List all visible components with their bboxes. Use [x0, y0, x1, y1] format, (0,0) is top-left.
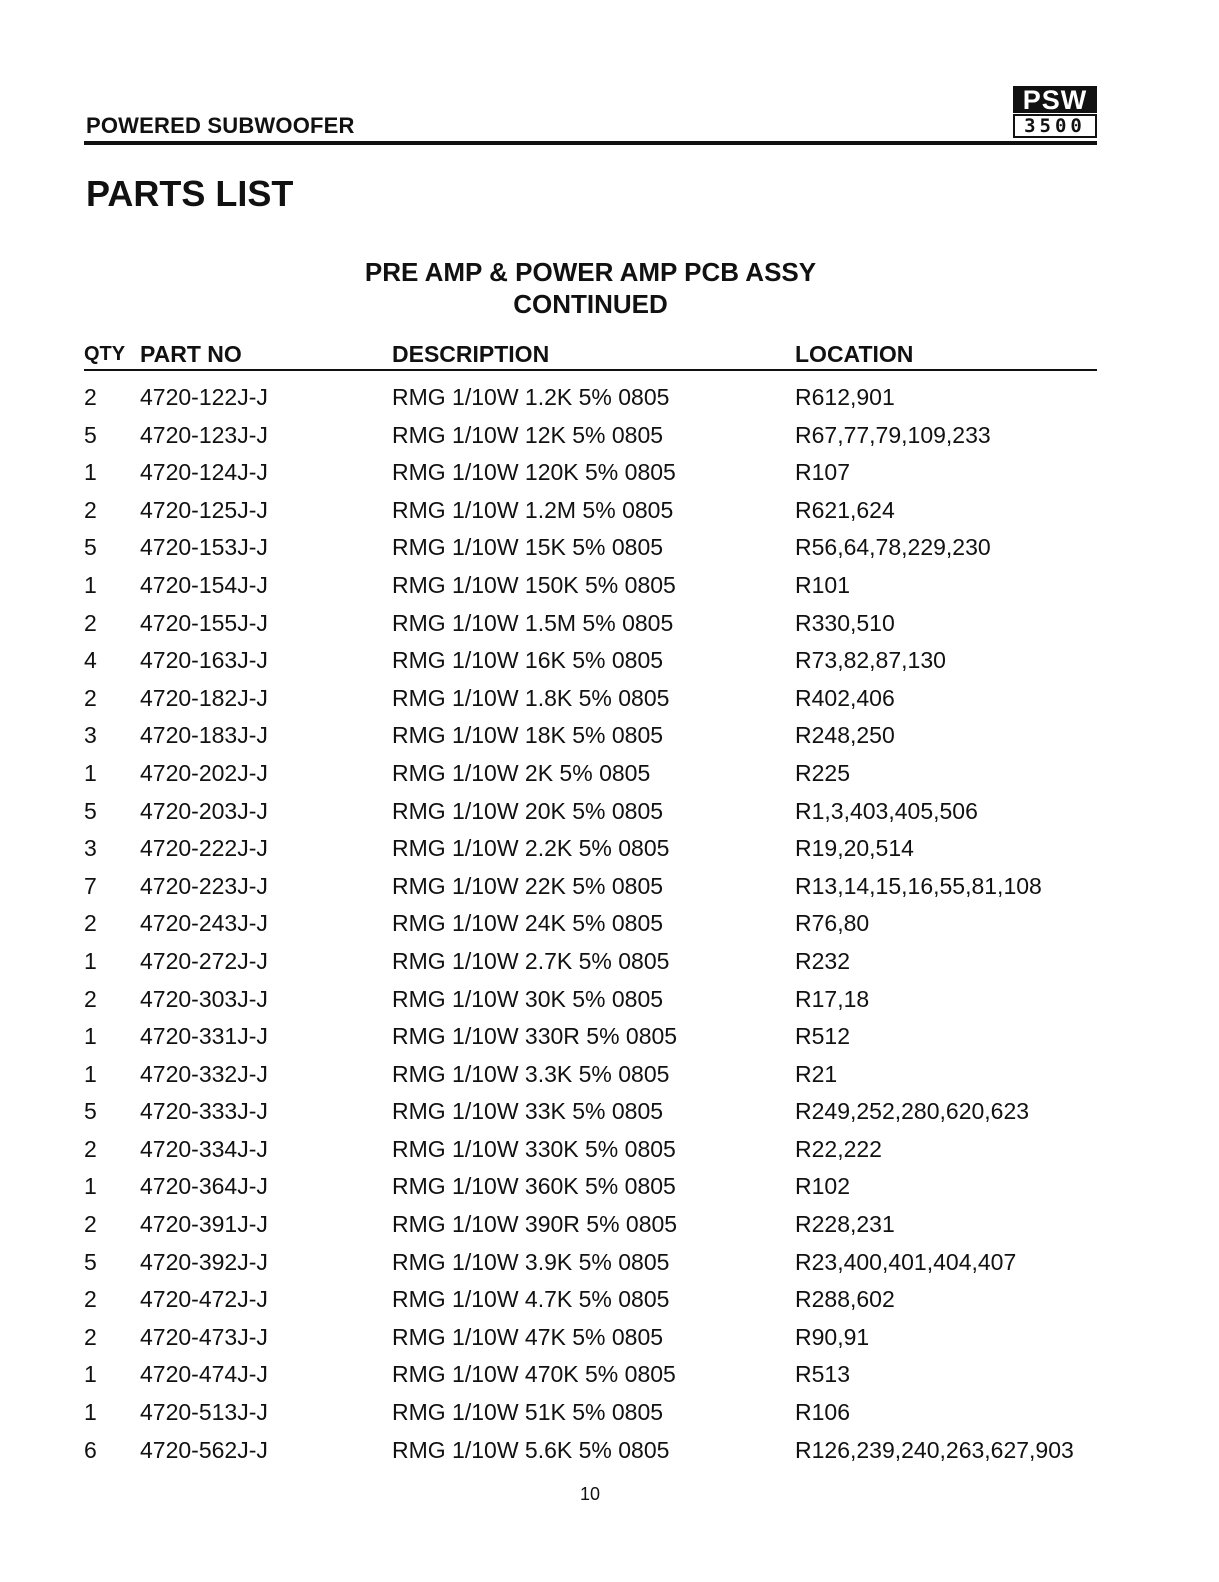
description-cell: RMG 1/10W 2K 5% 0805 — [392, 759, 651, 786]
part-no-cell: 4720-364J-J — [140, 1173, 268, 1200]
description-cell: RMG 1/10W 51K 5% 0805 — [392, 1399, 664, 1426]
section-title: PRE AMP & POWER AMP PCB ASSY — [364, 257, 817, 287]
table-row — [84, 645, 1104, 683]
part-no-cell: 4720-183J-J — [140, 722, 268, 749]
description-cell: RMG 1/10W 16K 5% 0805 — [392, 647, 664, 674]
qty-cell: 5 — [84, 1098, 97, 1125]
qty-cell: 2 — [84, 1286, 97, 1313]
description-cell: RMG 1/10W 120K 5% 0805 — [392, 459, 676, 486]
qty-cell: 5 — [84, 797, 97, 824]
table-row — [84, 871, 1104, 909]
qty-cell: 3 — [84, 722, 97, 749]
description-cell: RMG 1/10W 390R 5% 0805 — [392, 1211, 678, 1238]
table-row — [84, 720, 1104, 758]
part-no-cell: 4720-303J-J — [140, 985, 268, 1012]
table-row — [84, 1209, 1104, 1247]
part-no-cell: 4720-332J-J — [140, 1060, 268, 1087]
qty-cell: 2 — [84, 684, 97, 711]
description-cell: RMG 1/10W 1.5M 5% 0805 — [392, 609, 674, 636]
part-no-cell: 4720-243J-J — [140, 910, 268, 937]
column-header-qty: QTY — [84, 343, 126, 365]
qty-cell: 1 — [84, 1023, 97, 1050]
location-cell: R76,80 — [795, 910, 870, 937]
table-row — [84, 532, 1104, 570]
part-no-cell: 4720-124J-J — [140, 459, 268, 486]
qty-cell: 1 — [84, 1173, 97, 1200]
table-row — [84, 833, 1104, 871]
qty-cell: 7 — [84, 872, 97, 899]
column-header-location: LOCATION — [795, 341, 914, 367]
part-no-cell: 4720-272J-J — [140, 947, 268, 974]
qty-cell: 2 — [84, 910, 97, 937]
qty-cell: 5 — [84, 534, 97, 561]
description-cell: RMG 1/10W 2.7K 5% 0805 — [392, 947, 670, 974]
parts-table-body — [84, 382, 1104, 1472]
table-row — [84, 984, 1104, 1022]
description-cell: RMG 1/10W 150K 5% 0805 — [392, 571, 676, 598]
description-cell: RMG 1/10W 3.3K 5% 0805 — [392, 1060, 670, 1087]
qty-cell: 1 — [84, 1399, 97, 1426]
part-no-cell: 4720-203J-J — [140, 797, 268, 824]
table-row — [84, 1359, 1104, 1397]
location-cell: R21 — [795, 1060, 838, 1087]
part-no-cell: 4720-334J-J — [140, 1135, 268, 1162]
part-no-cell: 4720-223J-J — [140, 872, 268, 899]
qty-cell: 5 — [84, 1248, 97, 1275]
table-row — [84, 908, 1104, 946]
description-cell: RMG 1/10W 1.2K 5% 0805 — [392, 384, 670, 410]
column-header-description: DESCRIPTION — [392, 341, 550, 367]
location-cell: R249,252,280,620,623 — [795, 1098, 1030, 1125]
location-cell: R248,250 — [795, 722, 895, 749]
page-number: 10 — [579, 1484, 601, 1504]
part-no-cell: 4720-513J-J — [140, 1399, 268, 1426]
qty-cell: 1 — [84, 459, 97, 486]
header-divider — [84, 141, 1097, 145]
description-cell: RMG 1/10W 1.2M 5% 0805 — [392, 496, 674, 523]
description-cell: RMG 1/10W 24K 5% 0805 — [392, 910, 664, 937]
location-cell: R621,624 — [795, 496, 895, 523]
part-no-cell: 4720-473J-J — [140, 1323, 268, 1350]
part-no-cell: 4720-202J-J — [140, 759, 268, 786]
table-row — [84, 495, 1104, 533]
description-cell: RMG 1/10W 470K 5% 0805 — [392, 1361, 676, 1388]
qty-cell: 1 — [84, 947, 97, 974]
location-cell: R330,510 — [795, 609, 895, 636]
location-cell: R23,400,401,404,407 — [795, 1248, 1017, 1275]
table-row — [84, 796, 1104, 834]
qty-cell: 2 — [84, 496, 97, 523]
table-row — [84, 1397, 1104, 1435]
location-cell: R107 — [795, 459, 850, 486]
table-row — [84, 683, 1104, 721]
table-row — [84, 1171, 1104, 1209]
qty-cell: 2 — [84, 1135, 97, 1162]
table-row — [84, 1096, 1104, 1134]
location-cell: R513 — [795, 1361, 850, 1388]
table-row — [84, 1322, 1104, 1360]
location-cell: R612,901 — [795, 384, 895, 410]
location-cell: R90,91 — [795, 1323, 870, 1350]
qty-cell: 2 — [84, 609, 97, 636]
qty-cell: 6 — [84, 1436, 97, 1463]
part-no-cell: 4720-474J-J — [140, 1361, 268, 1388]
location-cell: R19,20,514 — [795, 835, 914, 862]
location-cell: R512 — [795, 1023, 850, 1050]
part-no-cell: 4720-123J-J — [140, 421, 268, 448]
qty-cell: 2 — [84, 1323, 97, 1350]
part-no-cell: 4720-153J-J — [140, 534, 268, 561]
description-cell: RMG 1/10W 47K 5% 0805 — [392, 1323, 664, 1350]
part-no-cell: 4720-392J-J — [140, 1248, 268, 1275]
description-cell: RMG 1/10W 20K 5% 0805 — [392, 797, 664, 824]
table-row — [84, 758, 1104, 796]
location-cell: R67,77,79,109,233 — [795, 421, 991, 448]
page-title: PARTS LIST — [86, 173, 294, 214]
location-cell: R22,222 — [795, 1135, 882, 1162]
table-row — [84, 420, 1104, 458]
part-no-cell: 4720-333J-J — [140, 1098, 268, 1125]
description-cell: RMG 1/10W 22K 5% 0805 — [392, 872, 664, 899]
table-row — [84, 1247, 1104, 1285]
qty-cell: 1 — [84, 571, 97, 598]
part-no-cell: 4720-391J-J — [140, 1211, 268, 1238]
section-subtitle: CONTINUED — [513, 289, 668, 319]
table-row — [84, 1021, 1104, 1059]
location-cell: R73,82,87,130 — [795, 647, 946, 674]
location-cell: R288,602 — [795, 1286, 895, 1313]
location-cell: R102 — [795, 1173, 850, 1200]
qty-cell: 3 — [84, 835, 97, 862]
table-row — [84, 1134, 1104, 1172]
qty-cell: 1 — [84, 1361, 97, 1388]
location-cell: R56,64,78,229,230 — [795, 534, 991, 561]
qty-cell: 2 — [84, 985, 97, 1012]
qty-cell: 1 — [84, 1060, 97, 1087]
location-cell: R13,14,15,16,55,81,108 — [795, 872, 1042, 899]
description-cell: RMG 1/10W 360K 5% 0805 — [392, 1173, 676, 1200]
column-header-part-no: PART NO — [140, 341, 242, 367]
location-cell: R225 — [795, 759, 850, 786]
qty-cell: 2 — [84, 1211, 97, 1238]
description-cell: RMG 1/10W 15K 5% 0805 — [392, 534, 664, 561]
part-no-cell: 4720-122J-J — [140, 384, 268, 410]
location-cell: R402,406 — [795, 684, 895, 711]
description-cell: RMG 1/10W 3.9K 5% 0805 — [392, 1248, 670, 1275]
table-row — [84, 946, 1104, 984]
table-row — [84, 1059, 1104, 1097]
description-cell: RMG 1/10W 2.2K 5% 0805 — [392, 835, 670, 862]
qty-cell: 4 — [84, 647, 97, 674]
qty-cell: 2 — [84, 384, 97, 410]
part-no-cell: 4720-472J-J — [140, 1286, 268, 1313]
description-cell: RMG 1/10W 330K 5% 0805 — [392, 1135, 676, 1162]
part-no-cell: 4720-154J-J — [140, 571, 268, 598]
part-no-cell: 4720-125J-J — [140, 496, 268, 523]
table-row — [84, 1435, 1104, 1473]
description-cell: RMG 1/10W 5.6K 5% 0805 — [392, 1436, 670, 1463]
description-cell: RMG 1/10W 18K 5% 0805 — [392, 722, 664, 749]
part-no-cell: 4720-331J-J — [140, 1023, 268, 1050]
description-cell: RMG 1/10W 12K 5% 0805 — [392, 421, 664, 448]
table-row — [84, 1284, 1104, 1322]
qty-cell: 5 — [84, 421, 97, 448]
location-cell: R1,3,403,405,506 — [795, 797, 978, 824]
description-cell: RMG 1/10W 4.7K 5% 0805 — [392, 1286, 670, 1313]
logo-bottom-text: 3500 — [1013, 114, 1097, 138]
description-cell: RMG 1/10W 330R 5% 0805 — [392, 1023, 678, 1050]
psw-3500-logo — [1013, 86, 1097, 138]
location-cell: R126,239,240,263,627,903 — [795, 1436, 1074, 1463]
logo-top-text: PSW — [1013, 86, 1097, 113]
table-header-divider — [84, 369, 1097, 371]
document-header-label: POWERED SUBWOOFER — [86, 113, 355, 138]
location-cell: R232 — [795, 947, 850, 974]
description-cell: RMG 1/10W 33K 5% 0805 — [392, 1098, 664, 1125]
table-row — [84, 382, 1104, 420]
location-cell: R101 — [795, 571, 850, 598]
part-no-cell: 4720-222J-J — [140, 835, 268, 862]
part-no-cell: 4720-163J-J — [140, 647, 268, 674]
table-row — [84, 457, 1104, 495]
qty-cell: 1 — [84, 759, 97, 786]
part-no-cell: 4720-182J-J — [140, 684, 268, 711]
description-cell: RMG 1/10W 1.8K 5% 0805 — [392, 684, 670, 711]
table-row — [84, 608, 1104, 646]
description-cell: RMG 1/10W 30K 5% 0805 — [392, 985, 664, 1012]
location-cell: R17,18 — [795, 985, 870, 1012]
location-cell: R106 — [795, 1399, 850, 1426]
table-header — [84, 341, 1097, 371]
part-no-cell: 4720-155J-J — [140, 609, 268, 636]
part-no-cell: 4720-562J-J — [140, 1436, 268, 1463]
table-row — [84, 570, 1104, 608]
location-cell: R228,231 — [795, 1211, 895, 1238]
